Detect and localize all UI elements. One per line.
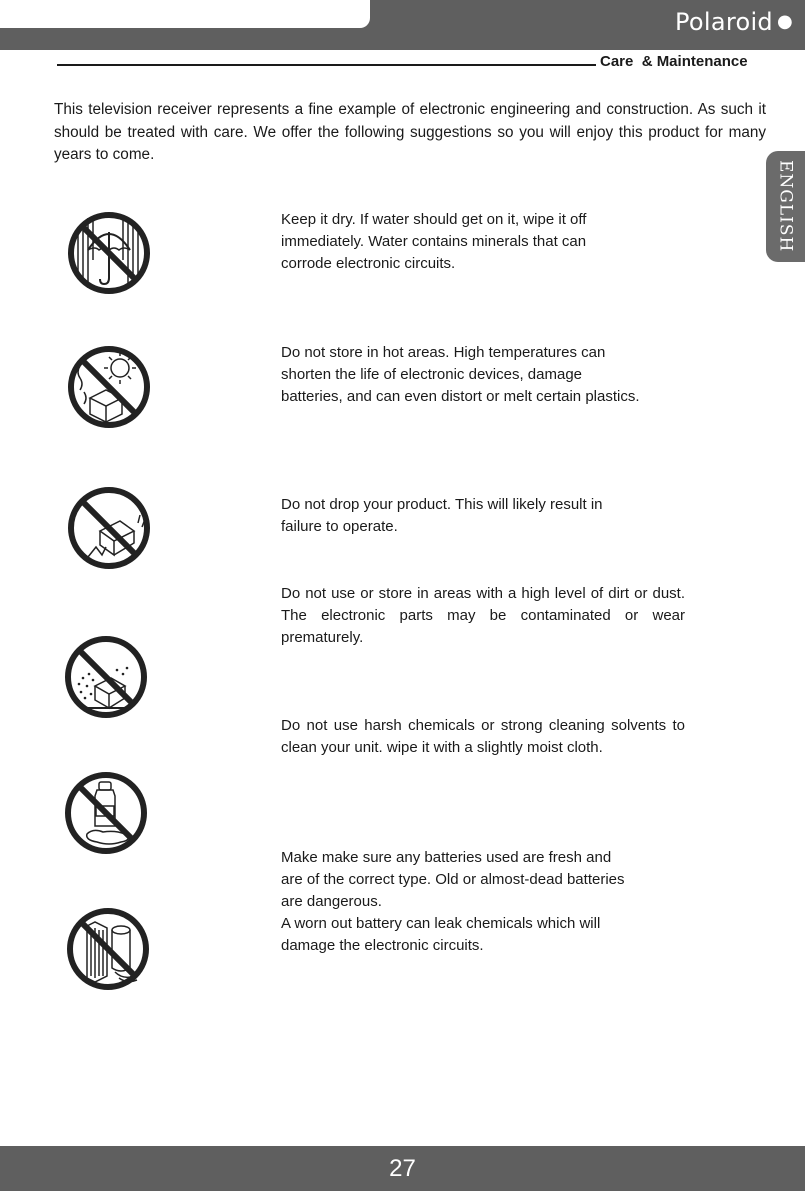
section-title: Care & Maintenance [600, 53, 748, 70]
brand-name: Polaroid [674, 8, 773, 36]
no-heat-sun-icon [66, 344, 152, 430]
intro-paragraph: This television receiver represents a fine example of electronic engineering and construction. As such it should be treated with care. We offer the following suggestions so you will enjoy this product for many years to come. [54, 101, 766, 163]
no-water-umbrella-icon [66, 210, 152, 296]
no-dust-icon [63, 634, 149, 720]
no-bad-batteries-icon [65, 906, 151, 992]
tip-no-chemicals: Do not use harsh chemicals or strong cleaning solvents to clean your unit. wipe it with a slightly moist cloth. [281, 717, 685, 756]
section-rule [57, 64, 596, 66]
no-drop-icon [66, 485, 152, 571]
tip-batteries: Make make sure any batteries used are fresh and are of the correct type. Old or almost-dead batteries are dangerous. A worn out battery can leak chemicals which will damage the electronic circuits. [281, 849, 625, 954]
header-bar [0, 0, 805, 50]
brand-logo [675, 8, 793, 36]
no-chemicals-icon [63, 770, 149, 856]
footer-bar [0, 1146, 805, 1191]
header-tab [0, 0, 370, 28]
tip-keep-dry: Keep it dry. If water should get on it, wipe it off immediately. Water contains minerals that can corrode electronic circuits. [281, 211, 587, 272]
language-tab-label: ENGLISH [775, 160, 796, 253]
brand-dot-icon: ● [776, 11, 793, 32]
tip-no-drop: Do not drop your product. This will likely result in failure to operate. [281, 496, 603, 535]
page-number: 27 [389, 1155, 416, 1182]
tip-no-dust: Do not use or store in areas with a high level of dirt or dust. The electronic parts may be contaminated or wear prematurely. [281, 585, 685, 646]
language-tab [766, 151, 805, 262]
tip-no-heat: Do not store in hot areas. High temperatures can shorten the life of electronic devices, damage batteries, and can even distort or melt certain plastics. [281, 344, 640, 405]
